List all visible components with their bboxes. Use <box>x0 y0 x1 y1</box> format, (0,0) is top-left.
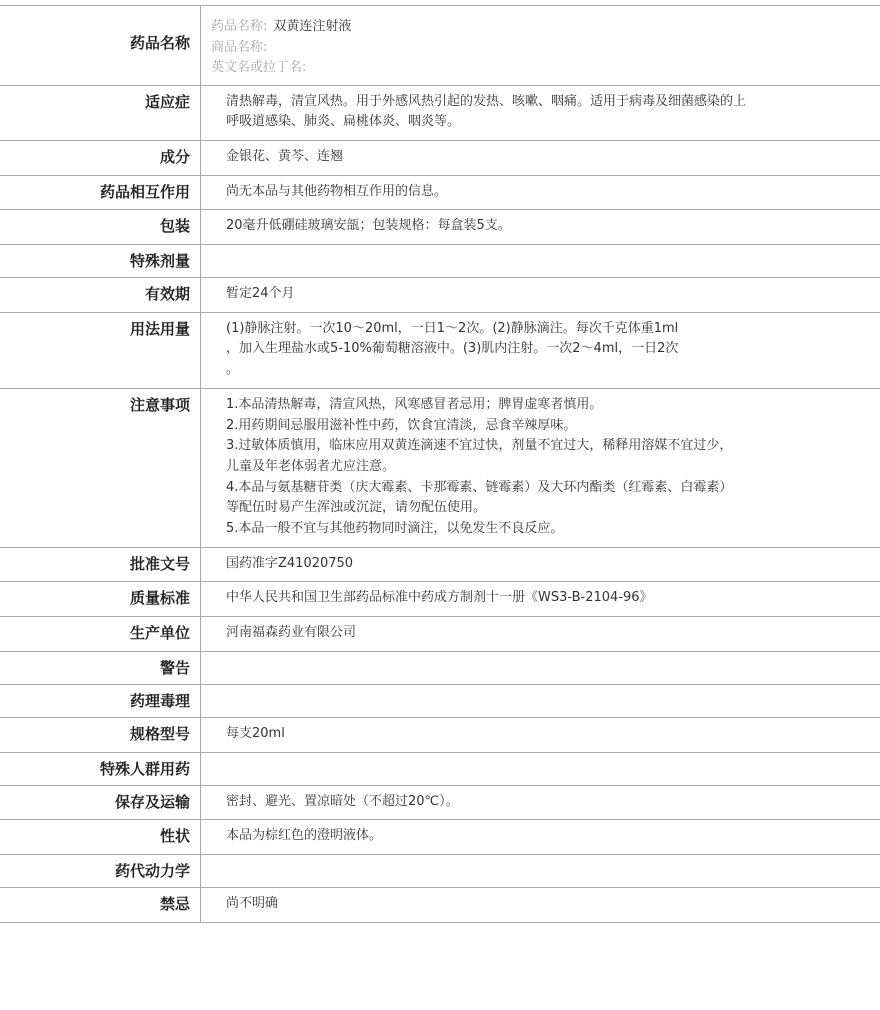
value-line: (1)静脉注射。一次10～20ml，一日1～2次。(2)静脉滴注。每次千克体重1ml <box>226 320 679 336</box>
row-label: 包装 <box>159 217 190 236</box>
row-label: 注意事项 <box>129 395 190 414</box>
value-line: 暂定24个月 <box>226 286 295 302</box>
row-value <box>201 141 880 175</box>
value-line: ，加入生理盐水或5-10%葡萄糖溶液中。(3)肌内注射。一次2～4ml，一日2次 <box>226 341 679 357</box>
row-value <box>201 652 880 665</box>
drug-spec-sheet <box>0 5 880 923</box>
row-value <box>201 685 880 698</box>
row-label: 有效期 <box>144 285 190 304</box>
row-label: 质量标准 <box>129 589 190 608</box>
row-label: 批准文号 <box>129 554 190 573</box>
table-row <box>0 785 880 820</box>
table-row <box>0 820 880 855</box>
row-label: 保存及运输 <box>114 792 190 811</box>
drug-spec-table <box>0 5 880 923</box>
row-value <box>201 389 880 547</box>
table-row <box>0 175 880 210</box>
table-row <box>0 854 880 887</box>
row-value <box>201 176 880 210</box>
trade-name-row <box>211 38 871 59</box>
row-value <box>201 820 880 854</box>
value-line: 4.本品与氨基糖苷类（庆大霉素、卡那霉素、链霉素）及大环内酯类（红霉素、白霉素） <box>226 479 733 495</box>
trade-name-label: 商品名称: <box>211 39 268 55</box>
value-line: 河南福森药业有限公司 <box>226 625 357 641</box>
generic-name-value: 双黄连注射液 <box>273 19 352 34</box>
value-line: 密封、避光、置凉暗处（不超过20℃）。 <box>226 793 459 809</box>
generic-name-label: 药品名称: <box>211 19 268 34</box>
row-label: 药品相互作用 <box>99 182 190 201</box>
value-line: 儿童及年老体弱者尤应注意。 <box>226 458 396 474</box>
row-value <box>201 313 880 388</box>
row-label: 性状 <box>159 827 190 846</box>
row-value <box>201 278 880 312</box>
value-line: 金银花、黄芩、连翘 <box>226 148 344 164</box>
row-value <box>201 548 880 582</box>
generic-name-row <box>211 17 871 38</box>
table-row-drug-name <box>0 6 880 86</box>
row-label: 生产单位 <box>129 624 190 643</box>
row-label: 成分 <box>159 147 190 166</box>
table-row <box>0 140 880 175</box>
table-row <box>0 388 880 547</box>
row-value <box>201 210 880 244</box>
row-value <box>201 86 880 140</box>
table-row <box>0 210 880 245</box>
value-line: 20毫升低硼硅玻璃安瓿；包装规格：每盒装5支。 <box>226 218 511 234</box>
value-line: 本品为棕红色的澄明液体。 <box>226 828 383 844</box>
table-row <box>0 752 880 785</box>
row-value <box>201 582 880 616</box>
table-row <box>0 651 880 684</box>
value-line: 等配伍时易产生浑浊或沉淀，请勿配伍使用。 <box>226 500 487 516</box>
table-row <box>0 582 880 617</box>
row-value <box>201 718 880 752</box>
value-line: 尚不明确 <box>226 895 279 911</box>
table-row <box>0 717 880 752</box>
value-line: 5.本品一般不宜与其他药物同时滴注，以免发生不良反应。 <box>226 521 564 537</box>
row-value <box>201 245 880 258</box>
table-row <box>0 85 880 140</box>
table-row <box>0 547 880 582</box>
value-line: 国药准字Z41020750 <box>226 555 354 571</box>
row-label: 禁忌 <box>159 894 190 913</box>
row-label: 适应症 <box>144 92 190 111</box>
value-line: 1.本品清热解毒，清宣风热，风寒感冒者忌用；脾胃虚寒者慎用。 <box>226 396 603 412</box>
row-value <box>201 786 880 820</box>
value-line: 中华人民共和国卫生部药品标准中药成方制剂十一册《WS3-B-2104-96》 <box>226 590 653 606</box>
row-value <box>201 753 880 766</box>
value-line: 。 <box>226 362 240 378</box>
table-row <box>0 684 880 717</box>
row-label: 用法用量 <box>129 319 190 338</box>
row-value <box>201 855 880 868</box>
row-value <box>201 617 880 651</box>
table-row <box>0 312 880 388</box>
row-label: 警告 <box>159 658 190 677</box>
value-line: 呼吸道感染、肺炎、扁桃体炎、咽炎等。 <box>226 114 461 130</box>
row-label: 特殊剂量 <box>129 252 190 271</box>
row-label: 药品名称 <box>129 34 190 52</box>
row-label: 特殊人群用药 <box>99 759 190 778</box>
value-line: 3.过敏体质慎用，临床应用双黄连滴速不宜过快，剂量不宜过大，稀释用溶媒不宜过少， <box>226 438 733 454</box>
value-line: 2.用药期间忌服用滋补性中药，饮食宜清淡，忌食辛辣厚味。 <box>226 417 577 433</box>
value-line: 每支20ml <box>226 725 285 741</box>
row-label: 药理毒理 <box>129 691 190 710</box>
table-row <box>0 617 880 652</box>
table-row <box>0 245 880 278</box>
row-value <box>201 888 880 922</box>
drug-name-block <box>201 6 880 85</box>
english-name-label: 英文名或拉丁名: <box>211 60 307 75</box>
english-name-row <box>211 58 871 79</box>
table-row <box>0 278 880 313</box>
row-label: 药代动力学 <box>114 861 190 880</box>
value-line: 尚无本品与其他药物相互作用的信息。 <box>226 183 448 199</box>
table-row <box>0 887 880 922</box>
value-line: 清热解毒，清宣风热。用于外感风热引起的发热、咳嗽、咽痛。适用于病毒及细菌感染的上 <box>226 93 747 109</box>
row-label: 规格型号 <box>129 724 190 743</box>
